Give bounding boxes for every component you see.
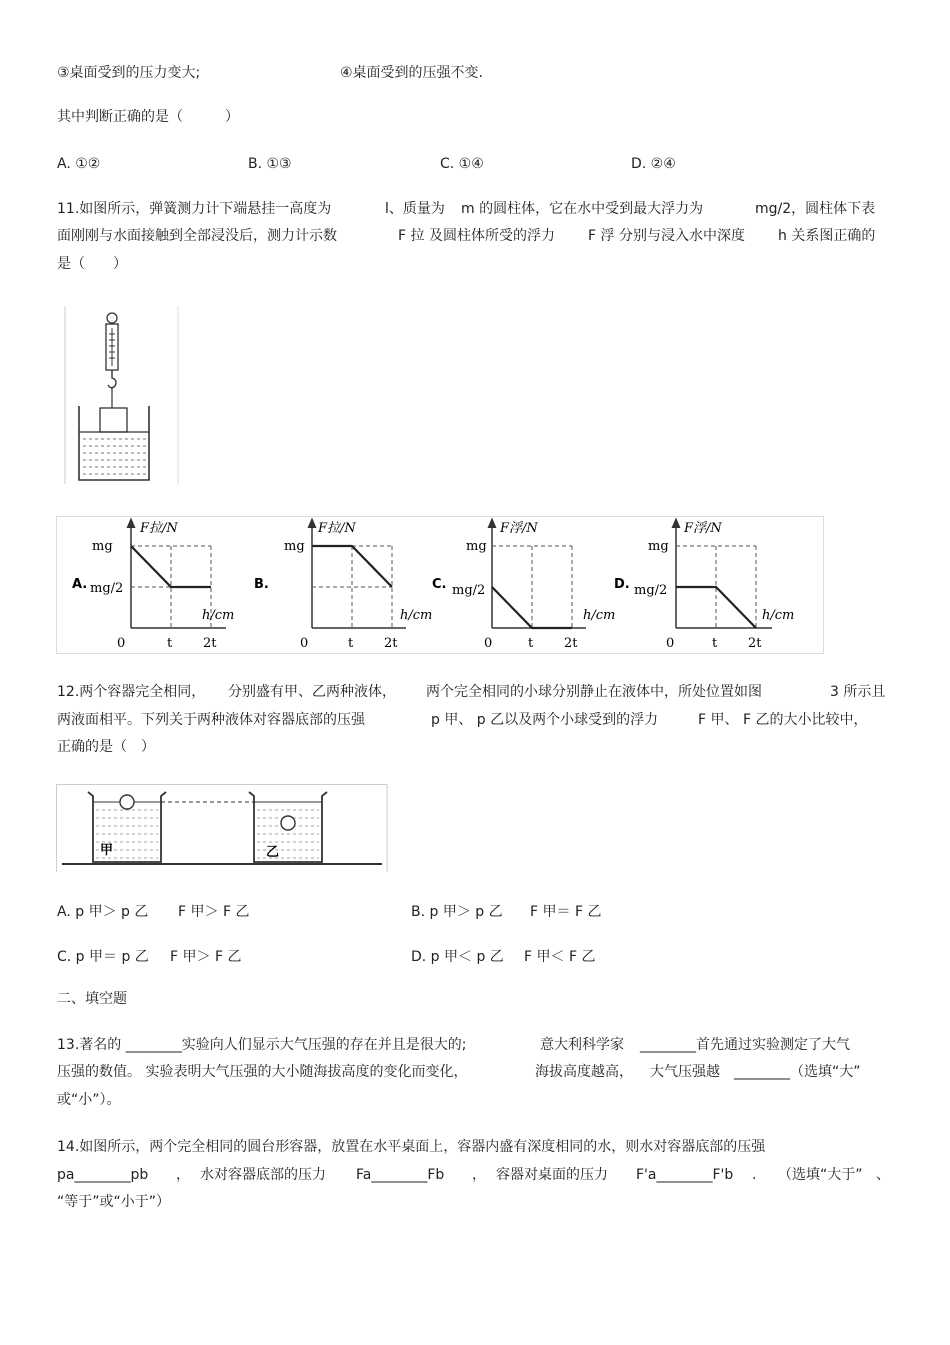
q12-line1-a: 12.两个容器完全相同，	[57, 684, 206, 700]
q12-option-d-f: F 甲＜ F 乙	[524, 949, 596, 965]
q11-line1-d: mg/2，圆柱体下表	[755, 201, 876, 217]
q14-sep: 、	[876, 1167, 890, 1183]
graph-c-ytick-mg2: mg/2	[452, 583, 486, 598]
graph-d-ytick-mg2: mg/2	[634, 583, 668, 598]
graph-b-xtick-2t: 2t	[384, 636, 398, 651]
q12-option-b-p: B. p 甲＞ p 乙	[411, 904, 503, 920]
q14-blank-pa-pb: pa________pb	[57, 1167, 149, 1183]
q12-option-a-f: F 甲＞ F 乙	[178, 904, 250, 920]
graph-d-xlabel: h/cm	[762, 608, 795, 623]
q12-line2-b: p 甲、 p 乙以及两个小球受到的浮力	[431, 712, 659, 728]
q12-line1-b: 分别盛有甲、乙两种液体，	[228, 684, 396, 700]
graph-b-line	[312, 546, 392, 587]
graph-d-ytick-mg: mg	[648, 539, 669, 554]
q14-period: .	[752, 1167, 757, 1183]
graph-b-ytick-mg: mg	[284, 539, 305, 554]
graph-d-xtick-2t: 2t	[748, 636, 762, 651]
q13-line1-a: 13.著名的 ________实验向人们显示大气压强的存在并且是很大的;	[57, 1037, 467, 1053]
q14-line3: “等于”或“小于”）	[57, 1194, 171, 1210]
graph-a-ytick-mg: mg	[92, 539, 113, 554]
graph-c-ytick-mg: mg	[466, 539, 487, 554]
q13-line2-a: 压强的数值。 实验表明大气压强的大小随海拔高度的变化而变化，	[57, 1064, 468, 1080]
q14-line1: 14.如图所示，两个完全相同的圆台形容器，放置在水平桌面上，容器内盛有深度相同的水，则水对容器底部的压强	[57, 1139, 766, 1155]
graph-c-option: C.	[432, 577, 447, 592]
graph-a-xtick-2t: 2t	[203, 636, 217, 651]
q14-blank-fa-fb: Fa________Fb	[356, 1167, 445, 1183]
graph-c-xtick-0: 0	[484, 636, 493, 651]
q13-line1-b: 意大利科学家	[540, 1037, 624, 1053]
graph-d-xtick-0: 0	[666, 636, 675, 651]
label-jia: 甲	[100, 843, 114, 858]
graph-b	[254, 521, 432, 651]
q11-line1-a: 11.如图所示，弹簧测力计下端悬挂一高度为	[57, 201, 332, 217]
graph-c-xtick-t: t	[528, 636, 534, 651]
q10-item-3: ③桌面受到的压力变大;	[57, 65, 201, 81]
ball-left	[120, 795, 134, 809]
q11-line2-d: h 关系图正确的	[778, 228, 876, 244]
q11-line1-b: l、质量为	[385, 201, 445, 217]
graph-a-ytick-mg2: mg/2	[90, 581, 124, 596]
q10-prompt: 其中判断正确的是（ ）	[57, 109, 239, 125]
label-yi: 乙	[266, 845, 280, 860]
graph-b-xlabel: h/cm	[400, 608, 433, 623]
q11-line2-c: F 浮 分别与浸入水中深度	[588, 228, 745, 244]
q14-blank-fpa-fpb: F'a________F'b	[636, 1167, 734, 1183]
graph-a-option: A.	[72, 577, 88, 592]
graph-a	[72, 521, 234, 651]
ball-right	[281, 816, 295, 830]
graph-d-option: D.	[614, 577, 630, 592]
q12-option-c-p: C. p 甲＝ p 乙	[57, 949, 149, 965]
graph-c-xtick-2t: 2t	[564, 636, 578, 651]
graph-b-xtick-0: 0	[300, 636, 309, 651]
q10-option-a: A. ①②	[57, 156, 101, 172]
graph-c-ylabel: F浮/N	[500, 521, 538, 536]
q13-line2-c: 大气压强越	[650, 1064, 720, 1080]
q10-option-d: D. ②④	[631, 156, 676, 172]
q13-line1-c: ________首先通过实验测定了大气	[640, 1037, 850, 1053]
q11-line1-c: m 的圆柱体，它在水中受到最大浮力为	[461, 201, 704, 217]
q11-graphs	[56, 516, 824, 654]
graph-b-option: B.	[254, 577, 269, 592]
graph-a-xtick-t: t	[167, 636, 173, 651]
q13-line2-d: ________（选填“大”	[734, 1064, 861, 1080]
q12-option-d-p: D. p 甲＜ p 乙	[411, 949, 504, 965]
graph-d-xtick-t: t	[712, 636, 718, 651]
q10-item-4: ④桌面受到的压强不变.	[340, 65, 484, 81]
graph-a-xtick-0: 0	[117, 636, 126, 651]
q12-option-a-p: A. p 甲＞ p 乙	[57, 904, 149, 920]
q12-line2-c: F 甲、 F 乙的大小比较中，	[698, 712, 868, 728]
q14-comma-1: ，	[176, 1167, 190, 1183]
q12-line2-a: 两液面相平。下列关于两种液体对容器底部的压强	[57, 712, 365, 728]
q14-choice-hint: （选填“大于”	[778, 1167, 863, 1183]
graph-b-ylabel: F拉/N	[318, 521, 356, 536]
graph-c	[432, 521, 615, 651]
q12-option-c-f: F 甲＞ F 乙	[170, 949, 242, 965]
section-fill-in-heading: 二、填空题	[57, 991, 127, 1007]
q11-line2-b: F 拉 及圆柱体所受的浮力	[398, 228, 555, 244]
graph-c-line	[492, 587, 572, 628]
graph-c-xlabel: h/cm	[583, 608, 616, 623]
graph-d-ylabel: F浮/N	[684, 521, 722, 536]
q12-line1-d: 3 所示且	[830, 684, 886, 700]
graph-b-xtick-t: t	[348, 636, 354, 651]
graph-a-ylabel: F拉/N	[140, 521, 178, 536]
q11-line3: 是（ ）	[57, 256, 127, 272]
graph-d	[614, 521, 794, 651]
q10-option-c: C. ①④	[440, 156, 484, 172]
two-containers-figure	[56, 784, 388, 872]
q11-line2-a: 面刚刚与水面接触到全部浸没后，测力计示数	[57, 228, 337, 244]
q12-option-b-f: F 甲＝ F 乙	[530, 904, 602, 920]
graph-a-line	[131, 546, 211, 587]
q14-comma-2: ，	[472, 1167, 486, 1183]
q13-line3: 或“小”）。	[57, 1092, 121, 1108]
graph-d-line	[676, 587, 756, 628]
graph-a-xlabel: h/cm	[202, 608, 235, 623]
spring-scale-figure	[63, 306, 181, 486]
q14-line2-table-force: 容器对桌面的压力	[496, 1167, 608, 1183]
q10-option-b: B. ①③	[248, 156, 292, 172]
q13-line2-b: 海拔高度越高，	[535, 1064, 633, 1080]
q12-line1-c: 两个完全相同的小球分别静止在液体中，所处位置如图	[426, 684, 762, 700]
q12-line3: 正确的是（ ）	[57, 739, 155, 755]
q14-line2-force: 水对容器底部的压力	[200, 1167, 326, 1183]
